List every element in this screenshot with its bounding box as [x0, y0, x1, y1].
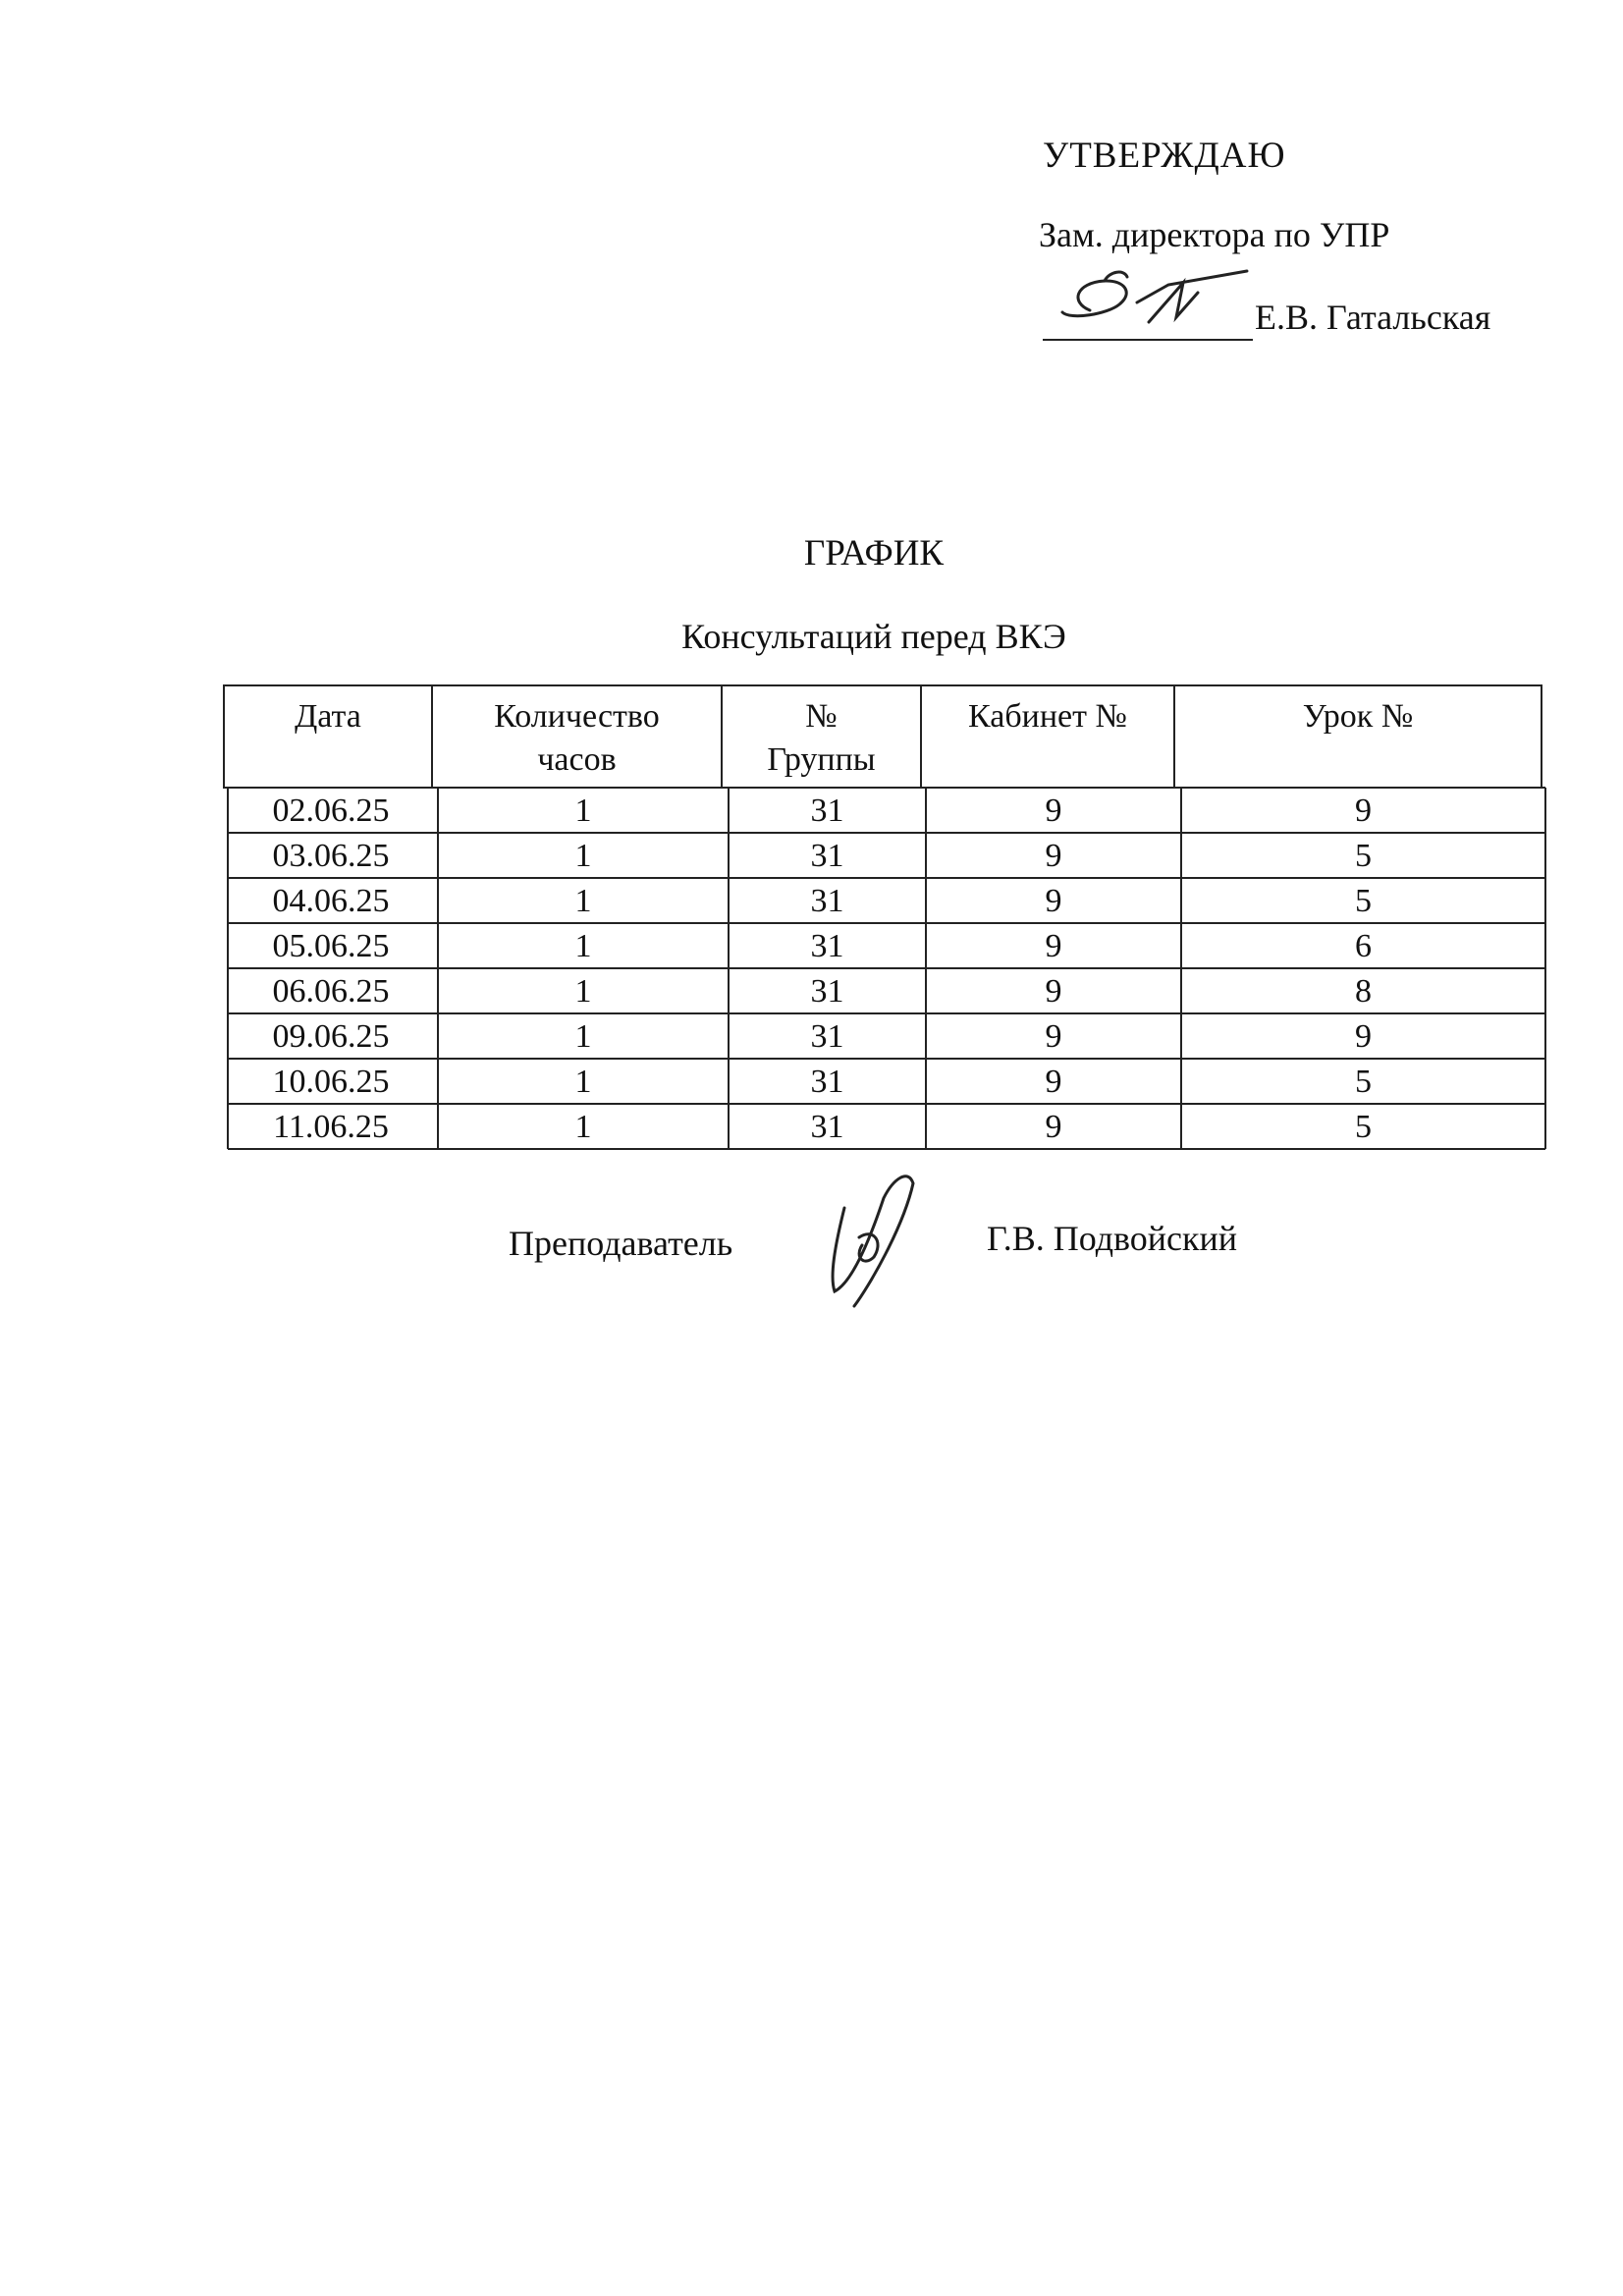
room-cell: 9 [1045, 1064, 1062, 1100]
teacher-signature [815, 1169, 943, 1316]
group-cell: 31 [810, 1018, 844, 1055]
approval-name: Е.В. Гатальская [1255, 298, 1491, 337]
room-cell: 9 [1045, 838, 1062, 874]
date-cell: 09.06.25 [272, 1018, 390, 1055]
group-cell: 31 [810, 793, 844, 829]
room-cell: 9 [1045, 1109, 1062, 1145]
lesson-cell: 9 [1355, 793, 1372, 829]
date-cell: 05.06.25 [272, 928, 390, 964]
hours-cell: 1 [574, 928, 592, 964]
room-cell: 9 [1045, 973, 1062, 1010]
lesson-cell: 5 [1355, 1109, 1372, 1145]
lesson-cell: 9 [1355, 1018, 1372, 1055]
approval-signature-line [1043, 339, 1253, 341]
date-cell: 10.06.25 [272, 1064, 390, 1100]
group-cell: 31 [810, 973, 844, 1010]
hours-cell: 1 [574, 838, 592, 874]
table-header-cell: Кабинет № [968, 698, 1127, 735]
lesson-cell: 5 [1355, 1064, 1372, 1100]
room-cell: 9 [1045, 883, 1062, 919]
approval-signature [1051, 263, 1257, 342]
teacher-name: Г.В. Подвойский [987, 1219, 1238, 1258]
document-title: ГРАФИК [803, 533, 945, 574]
date-cell: 04.06.25 [272, 883, 390, 919]
lesson-cell: 6 [1355, 928, 1372, 964]
group-cell: 31 [810, 883, 844, 919]
room-cell: 9 [1045, 1018, 1062, 1055]
table-header-cell: № [805, 698, 838, 735]
table-header-cell: Урок № [1302, 698, 1414, 735]
document-subtitle: Консультаций перед ВКЭ [681, 617, 1066, 656]
lesson-cell: 5 [1355, 883, 1372, 919]
hours-cell: 1 [574, 973, 592, 1010]
table-header-cell: Дата [295, 698, 361, 735]
group-cell: 31 [810, 838, 844, 874]
table-header-cell-line2: Группы [767, 741, 876, 778]
date-cell: 06.06.25 [272, 973, 390, 1010]
approval-position: Зам. директора по УПР [1039, 215, 1390, 254]
table-header-cell-line2: часов [537, 741, 617, 778]
room-cell: 9 [1045, 928, 1062, 964]
lesson-cell: 8 [1355, 973, 1372, 1010]
lesson-cell: 5 [1355, 838, 1372, 874]
date-cell: 02.06.25 [272, 793, 390, 829]
hours-cell: 1 [574, 793, 592, 829]
approval-title: УТВЕРЖДАЮ [1043, 136, 1286, 176]
room-cell: 9 [1045, 793, 1062, 829]
date-cell: 11.06.25 [273, 1109, 389, 1145]
group-cell: 31 [810, 928, 844, 964]
group-cell: 31 [810, 1109, 844, 1145]
hours-cell: 1 [574, 1018, 592, 1055]
date-cell: 03.06.25 [272, 838, 390, 874]
teacher-label: Преподаватель [509, 1224, 733, 1263]
hours-cell: 1 [574, 1109, 592, 1145]
group-cell: 31 [810, 1064, 844, 1100]
hours-cell: 1 [574, 1064, 592, 1100]
table-header-cell: Количество [494, 698, 660, 735]
hours-cell: 1 [574, 883, 592, 919]
